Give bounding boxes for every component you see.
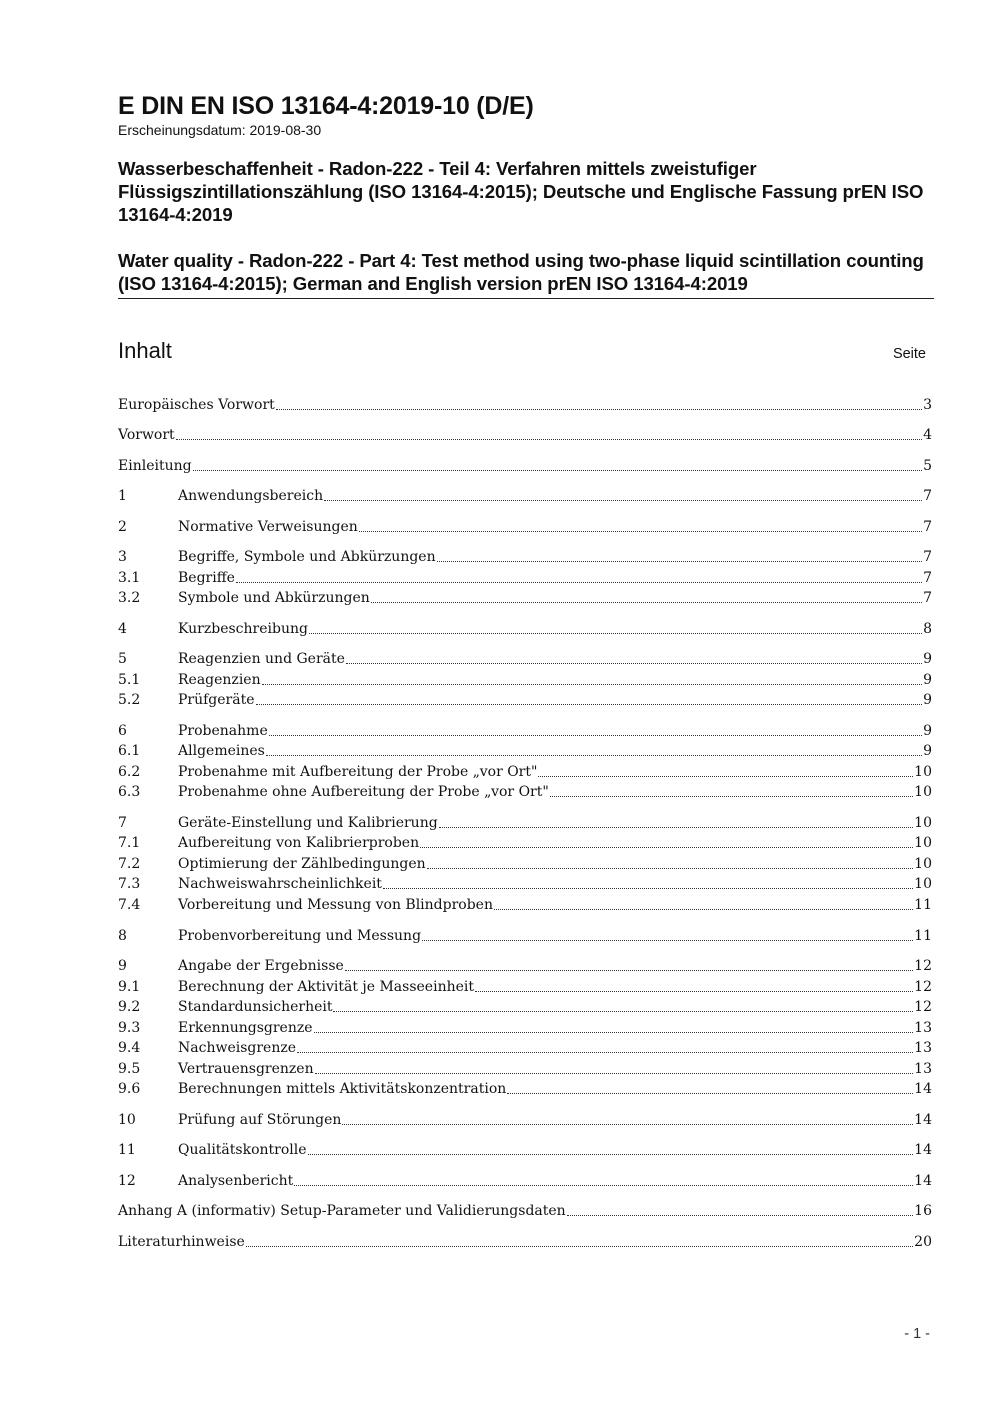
toc-entry[interactable] <box>118 874 932 894</box>
toc-entry-title: Begriffe <box>178 570 235 586</box>
toc-entry-title: Probenvorbereitung und Messung <box>178 928 422 944</box>
toc-entry-page: 13 <box>914 1040 932 1056</box>
toc-entry-title: Nachweisgrenze <box>178 1040 297 1056</box>
toc-dot-leader <box>494 909 913 910</box>
toc-entry-number: 2 <box>118 519 127 535</box>
toc-entry-title: Angabe der Ergebnisse <box>178 958 344 974</box>
toc-dot-leader <box>276 409 922 410</box>
toc-entry-title: Symbole und Abkürzungen <box>178 590 370 606</box>
toc-dot-leader <box>246 1246 913 1247</box>
toc-dot-leader <box>420 847 913 848</box>
toc-entry-page: 9 <box>923 743 932 759</box>
toc-entry[interactable] <box>118 762 932 782</box>
toc-entry-number: 7.4 <box>118 897 141 913</box>
toc-entry[interactable] <box>118 956 932 976</box>
toc-entry-title: Analysenbericht <box>178 1173 294 1189</box>
toc-dot-leader <box>236 582 922 583</box>
toc-entry-title: Berechnungen mittels Aktivitätskonzentration <box>178 1081 507 1097</box>
toc-entry-title: Optimierung der Zählbedingungen <box>178 856 426 872</box>
toc-dot-leader <box>266 755 922 756</box>
toc-entry-number: 7.1 <box>118 835 141 851</box>
toc-dot-leader <box>439 827 914 828</box>
toc-entry[interactable] <box>118 895 932 915</box>
toc-entry-page: 13 <box>914 1020 932 1036</box>
toc-dot-leader <box>346 663 922 664</box>
toc-entry-title: Anwendungsbereich <box>178 488 324 504</box>
toc-entry-title: Prüfung auf Störungen <box>178 1112 342 1128</box>
toc-entry-number: 6.2 <box>118 764 141 780</box>
toc-dot-leader <box>315 1073 914 1074</box>
toc-entry-number: 9.2 <box>118 999 141 1015</box>
toc-entry[interactable] <box>118 1079 932 1099</box>
toc-dot-leader <box>314 1032 914 1033</box>
toc-entry-page: 12 <box>914 979 932 995</box>
toc-entry-number: 8 <box>118 928 127 944</box>
toc-entry-number: 1 <box>118 488 127 504</box>
toc-entry-title: Probenahme ohne Aufbereitung der Probe „vor Ort" <box>178 784 549 800</box>
toc-dot-leader <box>567 1215 913 1216</box>
toc-entry-title: Reagenzien und Geräte <box>178 651 345 667</box>
toc-entry-number: 6.3 <box>118 784 141 800</box>
toc-entry[interactable] <box>118 1018 932 1038</box>
toc-entry-number: 9.5 <box>118 1061 141 1077</box>
toc-dot-leader <box>359 531 922 532</box>
toc-entry-number: 3.1 <box>118 570 141 586</box>
toc-entry-title: Einleitung <box>118 458 192 474</box>
toc-entry-number: 7 <box>118 815 127 831</box>
toc-entry-page: 9 <box>923 692 932 708</box>
toc-entry[interactable] <box>118 619 932 639</box>
toc-entry-number: 6.1 <box>118 743 141 759</box>
toc-entry-page: 10 <box>914 784 932 800</box>
toc-entry[interactable] <box>118 1110 932 1130</box>
toc-entry-page: 14 <box>914 1142 932 1158</box>
toc-entry-page: 11 <box>914 897 932 913</box>
toc-entry-number: 5.1 <box>118 672 141 688</box>
toc-title: Inhalt <box>118 338 172 363</box>
toc-dot-leader <box>371 602 922 603</box>
toc-entry-page: 7 <box>923 549 932 565</box>
title-english: Water quality - Radon-222 - Part 4: Test method using two-phase liquid scintillation counting (ISO 13164-4:2015); German and English version prEN ISO 13164-4:2019 <box>118 250 924 294</box>
toc-entry-title: Allgemeines <box>178 743 265 759</box>
toc-entry[interactable] <box>118 1059 932 1079</box>
toc-entry-page: 10 <box>914 835 932 851</box>
toc-entry-number: 9.6 <box>118 1081 141 1097</box>
toc-entry[interactable] <box>118 1171 932 1191</box>
toc-entry[interactable] <box>118 517 932 537</box>
toc-entry-title: Vertrauensgrenzen <box>178 1061 314 1077</box>
toc-entry-title: Prüfgeräte <box>178 692 255 708</box>
toc-dot-leader <box>324 500 922 501</box>
toc-entry-page: 10 <box>914 856 932 872</box>
document-id: E DIN EN ISO 13164-4:2019-10 (D/E) <box>118 92 534 120</box>
toc-entry-title: Europäisches Vorwort <box>118 397 275 413</box>
toc-heading <box>118 338 926 364</box>
toc-entry[interactable] <box>118 395 932 415</box>
toc-entry-page: 5 <box>923 458 932 474</box>
toc-entry[interactable] <box>118 425 932 445</box>
toc-dot-leader <box>333 1011 913 1012</box>
header-divider <box>118 298 934 299</box>
toc-entry[interactable] <box>118 833 932 853</box>
toc-entry-page: 12 <box>914 999 932 1015</box>
toc-dot-leader <box>422 940 913 941</box>
toc-entry-page: 10 <box>914 815 932 831</box>
toc-entry-page: 16 <box>914 1203 932 1219</box>
toc-entry-page: 10 <box>914 764 932 780</box>
toc-entry-page: 20 <box>914 1234 932 1250</box>
toc-dot-leader <box>475 991 913 992</box>
toc-entry-title: Erkennungsgrenze <box>178 1020 313 1036</box>
toc-entry[interactable] <box>118 721 932 741</box>
toc-page-label: Seite <box>892 346 926 362</box>
toc-entry-number: 7.2 <box>118 856 141 872</box>
toc-dot-leader <box>308 1154 914 1155</box>
toc-entry[interactable] <box>118 588 932 608</box>
toc-entry-page: 8 <box>923 621 932 637</box>
toc-dot-leader <box>427 868 914 869</box>
toc-entry-page: 3 <box>923 397 932 413</box>
toc-entry-page: 7 <box>923 570 932 586</box>
toc-dot-leader <box>176 439 922 440</box>
toc-entry[interactable] <box>118 547 932 567</box>
toc-entry[interactable] <box>118 741 932 761</box>
toc-entry-number: 12 <box>118 1173 136 1189</box>
toc-entry-page: 11 <box>914 928 932 944</box>
toc-entry-page: 14 <box>914 1173 932 1189</box>
toc-entry[interactable] <box>118 649 932 669</box>
toc-entry-title: Berechnung der Aktivität je Masseeinheit <box>178 979 474 995</box>
toc-dot-leader <box>538 776 913 777</box>
toc-entry-page: 10 <box>914 876 932 892</box>
toc-entry-title: Aufbereitung von Kalibrierproben <box>178 835 420 851</box>
toc-entry-page: 7 <box>923 488 932 504</box>
toc-entry-number: 6 <box>118 723 127 739</box>
toc-entry-page: 4 <box>923 427 932 443</box>
toc-entry-title: Nachweiswahrscheinlichkeit <box>178 876 382 892</box>
toc-entry-number: 9.4 <box>118 1040 141 1056</box>
toc-entry-number: 9.1 <box>118 979 141 995</box>
title-german: Wasserbeschaffenheit - Radon-222 - Teil 4: Verfahren mittels zweistufiger Flüssigszintillationszählung (ISO 13164-4:2015); Deutsche und Englische Fassung prEN ISO 13164-4:2019 <box>118 158 924 225</box>
toc-entry-title: Vorbereitung und Messung von Blindproben <box>178 897 493 913</box>
toc-entry[interactable] <box>118 854 932 874</box>
toc-dot-leader <box>345 970 913 971</box>
toc-dot-leader <box>342 1124 913 1125</box>
toc-entry-title: Normative Verweisungen <box>178 519 358 535</box>
toc-entry[interactable] <box>118 486 932 506</box>
toc-entry-number: 7.3 <box>118 876 141 892</box>
toc-dot-leader <box>262 684 922 685</box>
toc-entry-title: Literaturhinweise <box>118 1234 245 1250</box>
toc-entry[interactable] <box>118 670 932 690</box>
toc-dot-leader <box>309 633 922 634</box>
toc-entry-number: 5.2 <box>118 692 141 708</box>
toc-entry-page: 14 <box>914 1112 932 1128</box>
toc-entry[interactable] <box>118 690 932 710</box>
toc-entry-page: 14 <box>914 1081 932 1097</box>
toc-entry-number: 9.3 <box>118 1020 141 1036</box>
toc-entry[interactable] <box>118 997 932 1017</box>
toc-entry-number: 4 <box>118 621 127 637</box>
toc-entry[interactable] <box>118 782 932 802</box>
toc-dot-leader <box>256 704 923 705</box>
toc-entry-title: Standardunsicherheit <box>178 999 333 1015</box>
page-number: - 1 - <box>904 1326 930 1342</box>
toc-dot-leader <box>507 1093 913 1094</box>
toc-entry-page: 13 <box>914 1061 932 1077</box>
toc-entry-number: 3 <box>118 549 127 565</box>
toc-entry[interactable] <box>118 1140 932 1160</box>
toc-entry-title: Probenahme mit Aufbereitung der Probe „vor Ort" <box>178 764 538 780</box>
toc-entry[interactable] <box>118 1201 932 1221</box>
toc-entry-title: Geräte-Einstellung und Kalibrierung <box>178 815 438 831</box>
toc-dot-leader <box>297 1052 913 1053</box>
toc-entry-title: Reagenzien <box>178 672 261 688</box>
toc-dot-leader <box>193 470 923 471</box>
toc-dot-leader <box>550 796 913 797</box>
toc-entry[interactable] <box>118 568 932 588</box>
toc-entry-page: 7 <box>923 519 932 535</box>
toc-entry-title: Kurzbeschreibung <box>178 621 308 637</box>
toc-entry-number: 3.2 <box>118 590 141 606</box>
toc-dot-leader <box>383 888 913 889</box>
toc-entry-number: 11 <box>118 1142 136 1158</box>
toc-entry[interactable] <box>118 813 932 833</box>
toc-entry[interactable] <box>118 456 932 476</box>
toc-entry[interactable] <box>118 1038 932 1058</box>
toc-entry-number: 5 <box>118 651 127 667</box>
toc-entry[interactable] <box>118 926 932 946</box>
toc-dot-leader <box>269 735 922 736</box>
toc-entry-number: 10 <box>118 1112 136 1128</box>
toc-entry-page: 9 <box>923 723 932 739</box>
toc-entry-page: 9 <box>923 651 932 667</box>
toc-entry-number: 9 <box>118 958 127 974</box>
toc-entry-page: 12 <box>914 958 932 974</box>
toc-dot-leader <box>437 561 922 562</box>
toc-entry-page: 7 <box>923 590 932 606</box>
toc-entry-title: Begriffe, Symbole und Abkürzungen <box>178 549 436 565</box>
toc-dot-leader <box>294 1185 913 1186</box>
toc-entry-title: Probenahme <box>178 723 268 739</box>
toc-entry[interactable] <box>118 977 932 997</box>
toc-entry[interactable] <box>118 1232 932 1252</box>
toc-entry-title: Qualitätskontrolle <box>178 1142 307 1158</box>
toc-entry-title: Vorwort <box>118 427 175 443</box>
toc-entry-title: Anhang A (informativ) Setup-Parameter und Validierungsdaten <box>118 1203 566 1219</box>
document-header <box>118 92 934 295</box>
publication-date: Erscheinungsdatum: 2019-08-30 <box>118 122 322 138</box>
toc-entry-page: 9 <box>923 672 932 688</box>
